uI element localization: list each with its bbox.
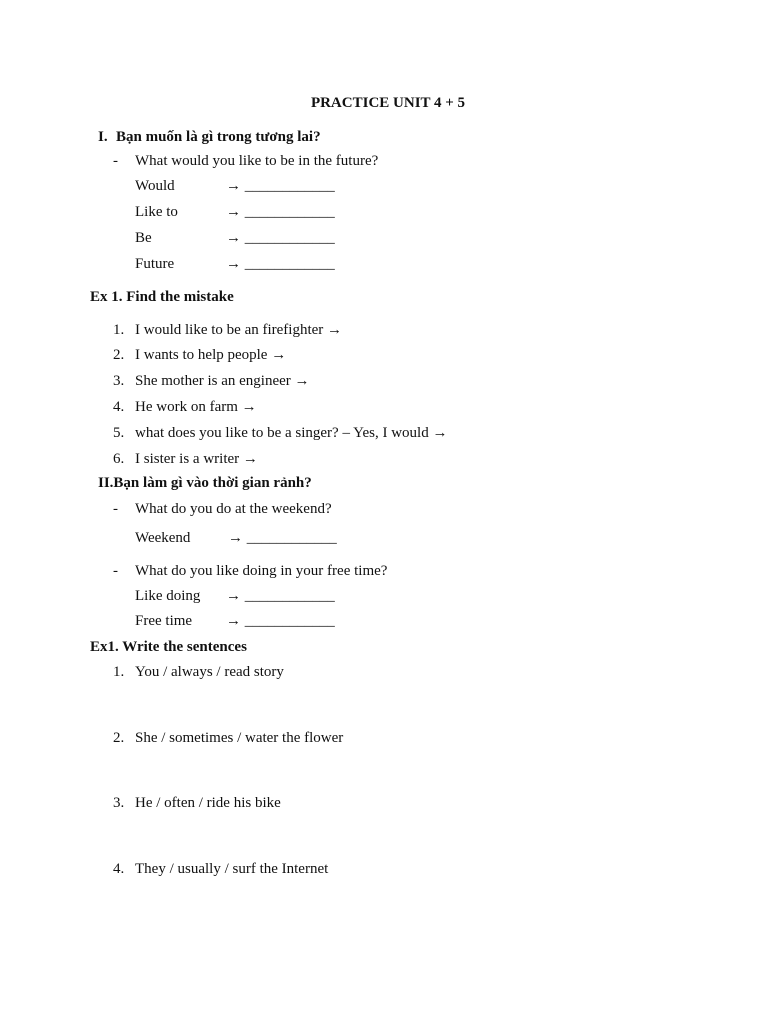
section2-bullet: - <box>113 501 118 517</box>
section2-question: What do you do at the weekend? <box>135 501 332 517</box>
list-item-number: 3. <box>113 795 125 811</box>
exercise1-heading: Ex 1. Find the mistake <box>90 289 234 305</box>
section2-question: What do you like doing in your free time? <box>135 563 388 579</box>
page-title: PRACTICE UNIT 4 + 5 <box>310 95 466 111</box>
list-item-number: 5. <box>113 425 125 441</box>
section1-question: What would you like to be in the future? <box>135 153 379 169</box>
list-item: They / usually / surf the Internet <box>135 861 329 877</box>
section2-heading: II.Bạn làm gì vào thời gian rảnh? <box>98 475 312 491</box>
section1-number: I. <box>98 129 108 145</box>
vocab-word: Would <box>135 178 175 194</box>
section2-bullet: - <box>113 563 118 579</box>
list-item: what does you like to be a singer? – Yes, I would → <box>135 425 448 441</box>
list-item: He work on farm → <box>135 399 257 415</box>
vocab-answer-blank: → ____________ <box>228 530 337 546</box>
section1-bullet: - <box>113 153 118 169</box>
vocab-answer-blank: → ____________ <box>226 178 335 194</box>
vocab-answer-blank: → ____________ <box>226 204 335 220</box>
vocab-word: Weekend <box>135 530 191 546</box>
list-item-number: 1. <box>113 322 125 338</box>
vocab-word: Like doing <box>135 588 201 604</box>
vocab-word: Like to <box>135 204 178 220</box>
list-item: She mother is an engineer → <box>135 373 310 389</box>
list-item: I wants to help people → <box>135 347 287 363</box>
list-item-number: 6. <box>113 451 125 467</box>
list-item-number: 1. <box>113 664 125 680</box>
vocab-answer-blank: → ____________ <box>226 588 335 604</box>
list-item: I sister is a writer → <box>135 451 258 467</box>
list-item-number: 2. <box>113 730 125 746</box>
exercise2-heading: Ex1. Write the sentences <box>90 639 247 655</box>
vocab-word: Future <box>135 256 175 272</box>
list-item-number: 4. <box>113 861 125 877</box>
list-item: I would like to be an firefighter → <box>135 322 343 338</box>
list-item-number: 2. <box>113 347 125 363</box>
section1-heading: Bạn muốn là gì trong tương lai? <box>116 129 321 145</box>
vocab-word: Be <box>135 230 152 246</box>
vocab-answer-blank: → ____________ <box>226 613 335 629</box>
list-item-number: 4. <box>113 399 125 415</box>
vocab-answer-blank: → ____________ <box>226 230 335 246</box>
vocab-word: Free time <box>135 613 193 629</box>
list-item: He / often / ride his bike <box>135 795 281 811</box>
list-item: You / always / read story <box>135 664 284 680</box>
vocab-answer-blank: → ____________ <box>226 256 335 272</box>
list-item: She / sometimes / water the flower <box>135 730 344 746</box>
list-item-number: 3. <box>113 373 125 389</box>
